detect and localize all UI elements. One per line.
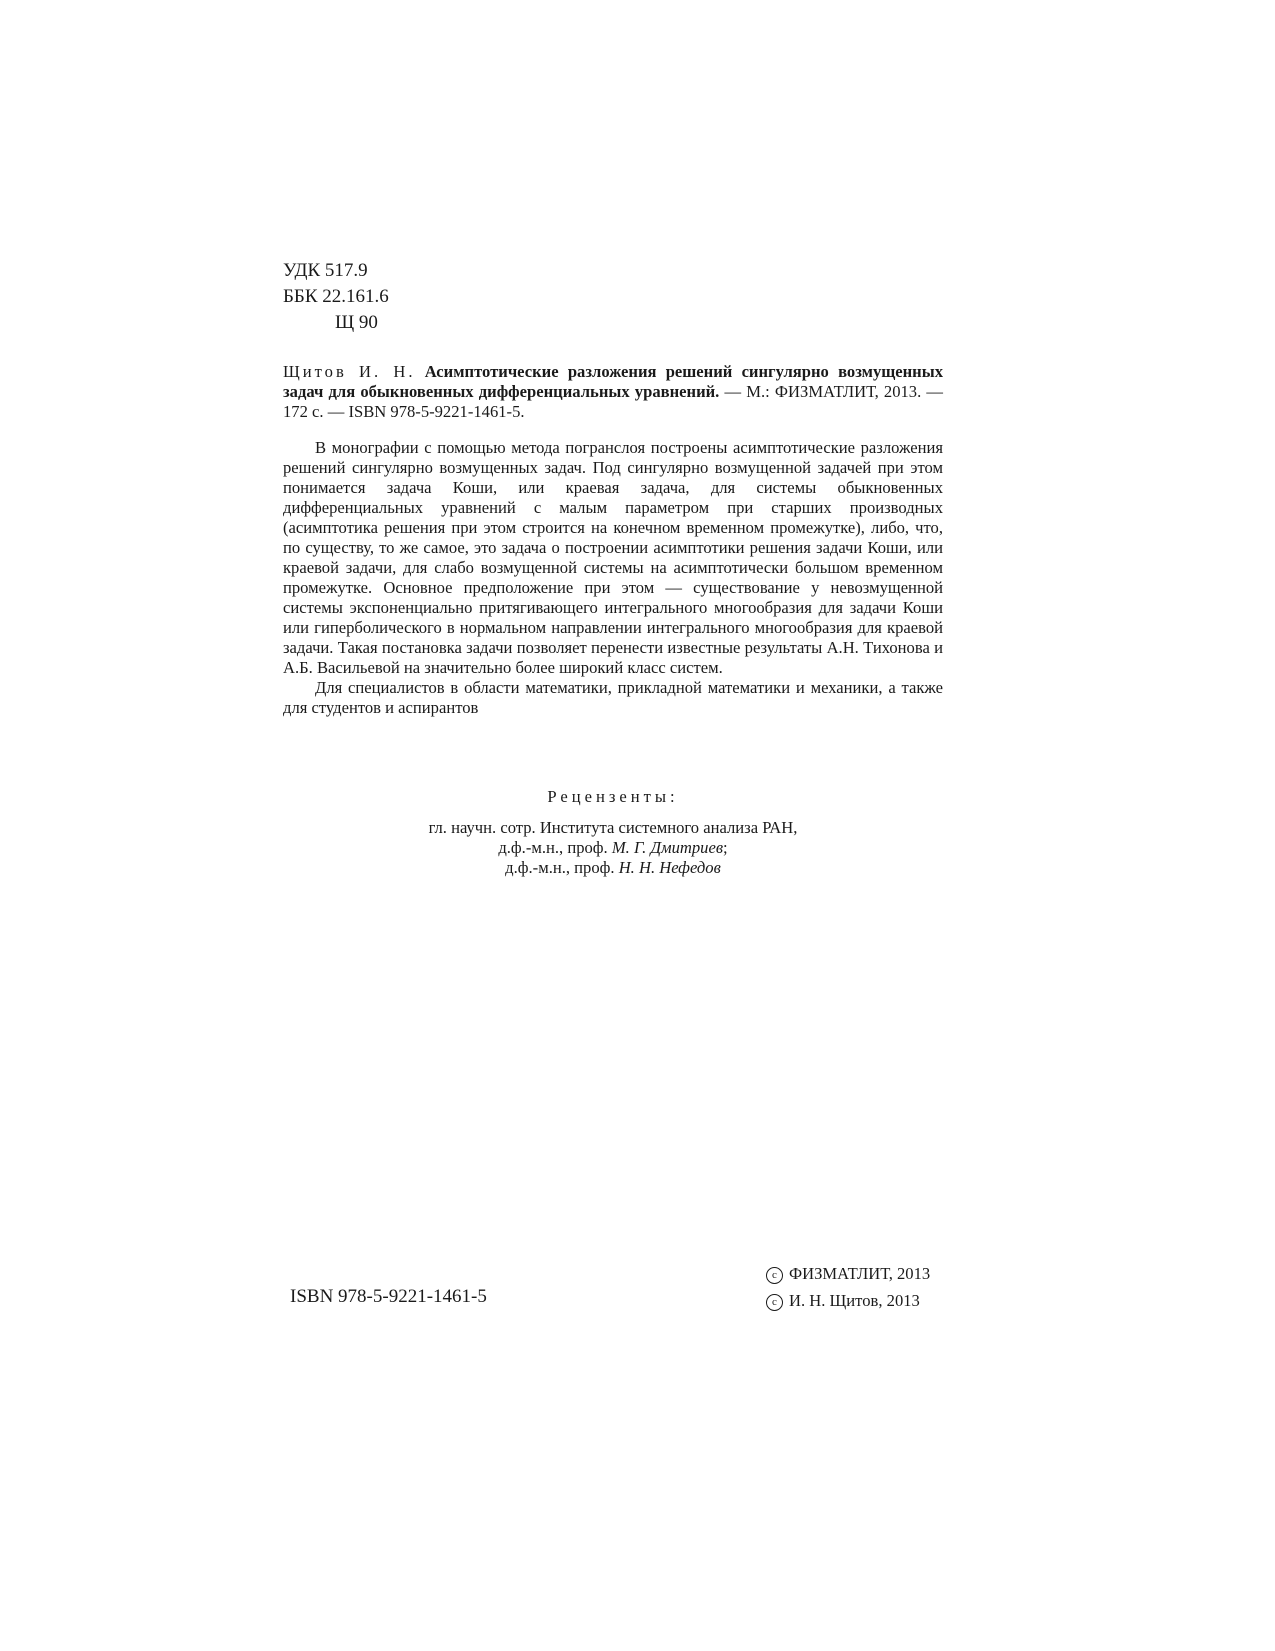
reviewer-2-degree: д.ф.-м.н., проф.: [505, 858, 619, 877]
abstract: [283, 438, 943, 718]
bibliographic-description: [283, 362, 943, 422]
abstract-paragraph-2: Для специалистов в области математики, прикладной математики и механики, а также для студентов и аспирантов: [283, 678, 943, 717]
copyright-icon: c: [766, 1294, 783, 1311]
reviewer-1: [283, 838, 943, 858]
copyright-block: [766, 1260, 930, 1314]
reviewer-1-degree: д.ф.-м.н., проф.: [498, 838, 612, 857]
copyright-author: [766, 1287, 930, 1314]
reviewers-list: [283, 818, 943, 878]
author-mark: Щ 90: [335, 312, 378, 333]
reviewer-2: [283, 858, 943, 878]
copyright-icon: c: [766, 1267, 783, 1284]
book-title: Асимптотические разложения решений сингулярно возмущенных задач для обыкновенных дифференциальных уравнений.: [283, 362, 943, 401]
copyright-publisher: [766, 1260, 930, 1287]
udk-code: УДК 517.9: [283, 260, 368, 281]
reviewers-heading: Рецензенты:: [547, 787, 679, 806]
abstract-paragraph-1: В монографии с помощью метода погранслоя построены асимптотические разложения решений сингулярно возмущенных задач. Под сингулярно возмущенной задачей при этом понимается задача Коши, или краевая задача, для системы обыкновенных дифференциальных уравнений с малым параметром при старших производных (асимптотика решения при этом строится на конечном временном промежутке), либо, что, по существу, то же самое, это задача о построении асимптотики решения задачи Коши, или краевой задачи, для слабо возмущенной системы на асимптотически большом временном промежутке. Основное предположение при этом — существование у невозмущенной системы экспоненциально притягивающего интегрального многообразия для задачи Коши или гиперболического в нормальном направлении интегрального многообразия для краевой задачи. Такая постановка задачи позволяет перенести известные результаты А.Н. Тихонова и А.Б. Васильевой на значительно более широкий класс систем.: [283, 438, 943, 677]
reviewer-1-suffix: ;: [723, 838, 728, 857]
bbk-code: ББК 22.161.6: [283, 286, 389, 307]
reviewer-2-name: Н. Н. Нефедов: [618, 858, 721, 877]
reviewer-1-name: М. Г. Дмитриев: [611, 838, 724, 857]
copyright-publisher-text: ФИЗМАТЛИТ, 2013: [789, 1264, 931, 1283]
reviewer-affiliation: гл. научн. сотр. Института системного анализа РАН,: [428, 818, 798, 837]
classification-block: [283, 258, 389, 336]
isbn: ISBN 978-5-9221-1461-5: [290, 1286, 487, 1307]
book-imprint: — М.: ФИЗМАТЛИТ, 2013. — 172 с. — ISBN 978-5-9221-1461-5.: [283, 382, 943, 421]
book-author: Щитов И. Н.: [283, 362, 416, 381]
copyright-author-text: И. Н. Щитов, 2013: [789, 1291, 920, 1310]
